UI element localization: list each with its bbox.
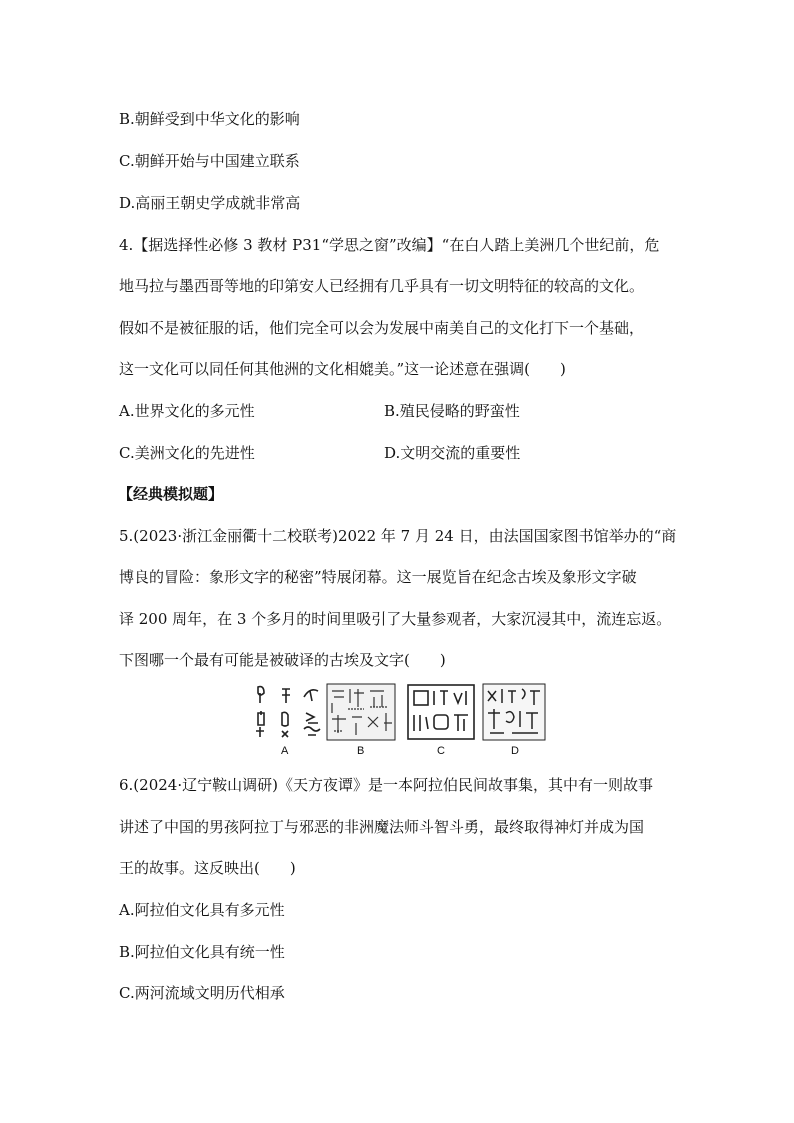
q5-stem-line-4: 下图哪一个最有可能是被破译的古埃及文字( ) <box>119 651 446 669</box>
sample-d-seal-script <box>482 683 546 741</box>
script-samples-figure <box>246 683 546 759</box>
q4-stem-line-3: 假如不是被征服的话，他们完全可以会为发展中南美自己的文化打下一个基础， <box>119 319 645 337</box>
q4-option-b: B.殖民侵略的野蛮性 <box>384 402 520 420</box>
q4-stem-line-1: 4.【据选择性必修 3 教材 P31“学思之窗”改编】“在白人踏上美洲几个世纪前，危 <box>119 236 660 254</box>
q5-stem-line-1: 5.(2023·浙江金丽衢十二校联考)2022 年 7 月 24 日，由法国国家图书馆举办的“商 <box>119 527 677 545</box>
caption-a: A <box>281 745 289 757</box>
q3-option-d: D.高丽王朝史学成就非常高 <box>119 194 301 212</box>
sample-a-hieroglyphs <box>252 683 324 741</box>
sample-b-inscription <box>326 683 396 741</box>
q3-option-c: C.朝鲜开始与中国建立联系 <box>119 152 300 170</box>
section-title: 【经典模拟题】 <box>118 485 224 503</box>
q4-stem-line-4: 这一文化可以同任何其他洲的文化相媲美。”这一论述意在强调( ) <box>119 360 566 378</box>
caption-b: B <box>357 745 365 757</box>
q6-option-a: A.阿拉伯文化具有多元性 <box>119 901 285 919</box>
q6-stem-line-1: 6.(2024·辽宁鞍山调研)《天方夜谭》是一本阿拉伯民间故事集，其中有一则故事 <box>119 776 653 794</box>
q4-option-d: D.文明交流的重要性 <box>384 444 521 462</box>
q4-option-c: C.美洲文化的先进性 <box>119 444 255 462</box>
q5-stem-line-3: 译 200 周年，在 3 个多月的时间里吸引了大量参观者，大家沉浸其中，流连忘返。 <box>119 610 672 628</box>
q4-option-a: A.世界文化的多元性 <box>119 402 255 420</box>
q5-stem-line-2: 博良的冒险：象形文字的秘密”特展闭幕。这一展览旨在纪念古埃及象形文字破 <box>119 568 637 586</box>
q3-option-b: B.朝鲜受到中华文化的影响 <box>119 110 300 128</box>
q6-option-c: C.两河流域文明历代相承 <box>119 984 285 1002</box>
sample-c-framed-script <box>406 683 476 741</box>
caption-c: C <box>437 745 445 757</box>
q4-stem-line-2: 地马拉与墨西哥等地的印第安人已经拥有几乎具有一切文明特征的较高的文化。 <box>119 277 645 295</box>
q6-option-b: B.阿拉伯文化具有统一性 <box>119 943 285 961</box>
caption-d: D <box>511 745 519 757</box>
q6-stem-line-2: 讲述了中国的男孩阿拉丁与邪恶的非洲魔法师斗智斗勇，最终取得神灯并成为国 <box>119 818 645 836</box>
q6-stem-line-3: 王的故事。这反映出( ) <box>119 859 296 877</box>
